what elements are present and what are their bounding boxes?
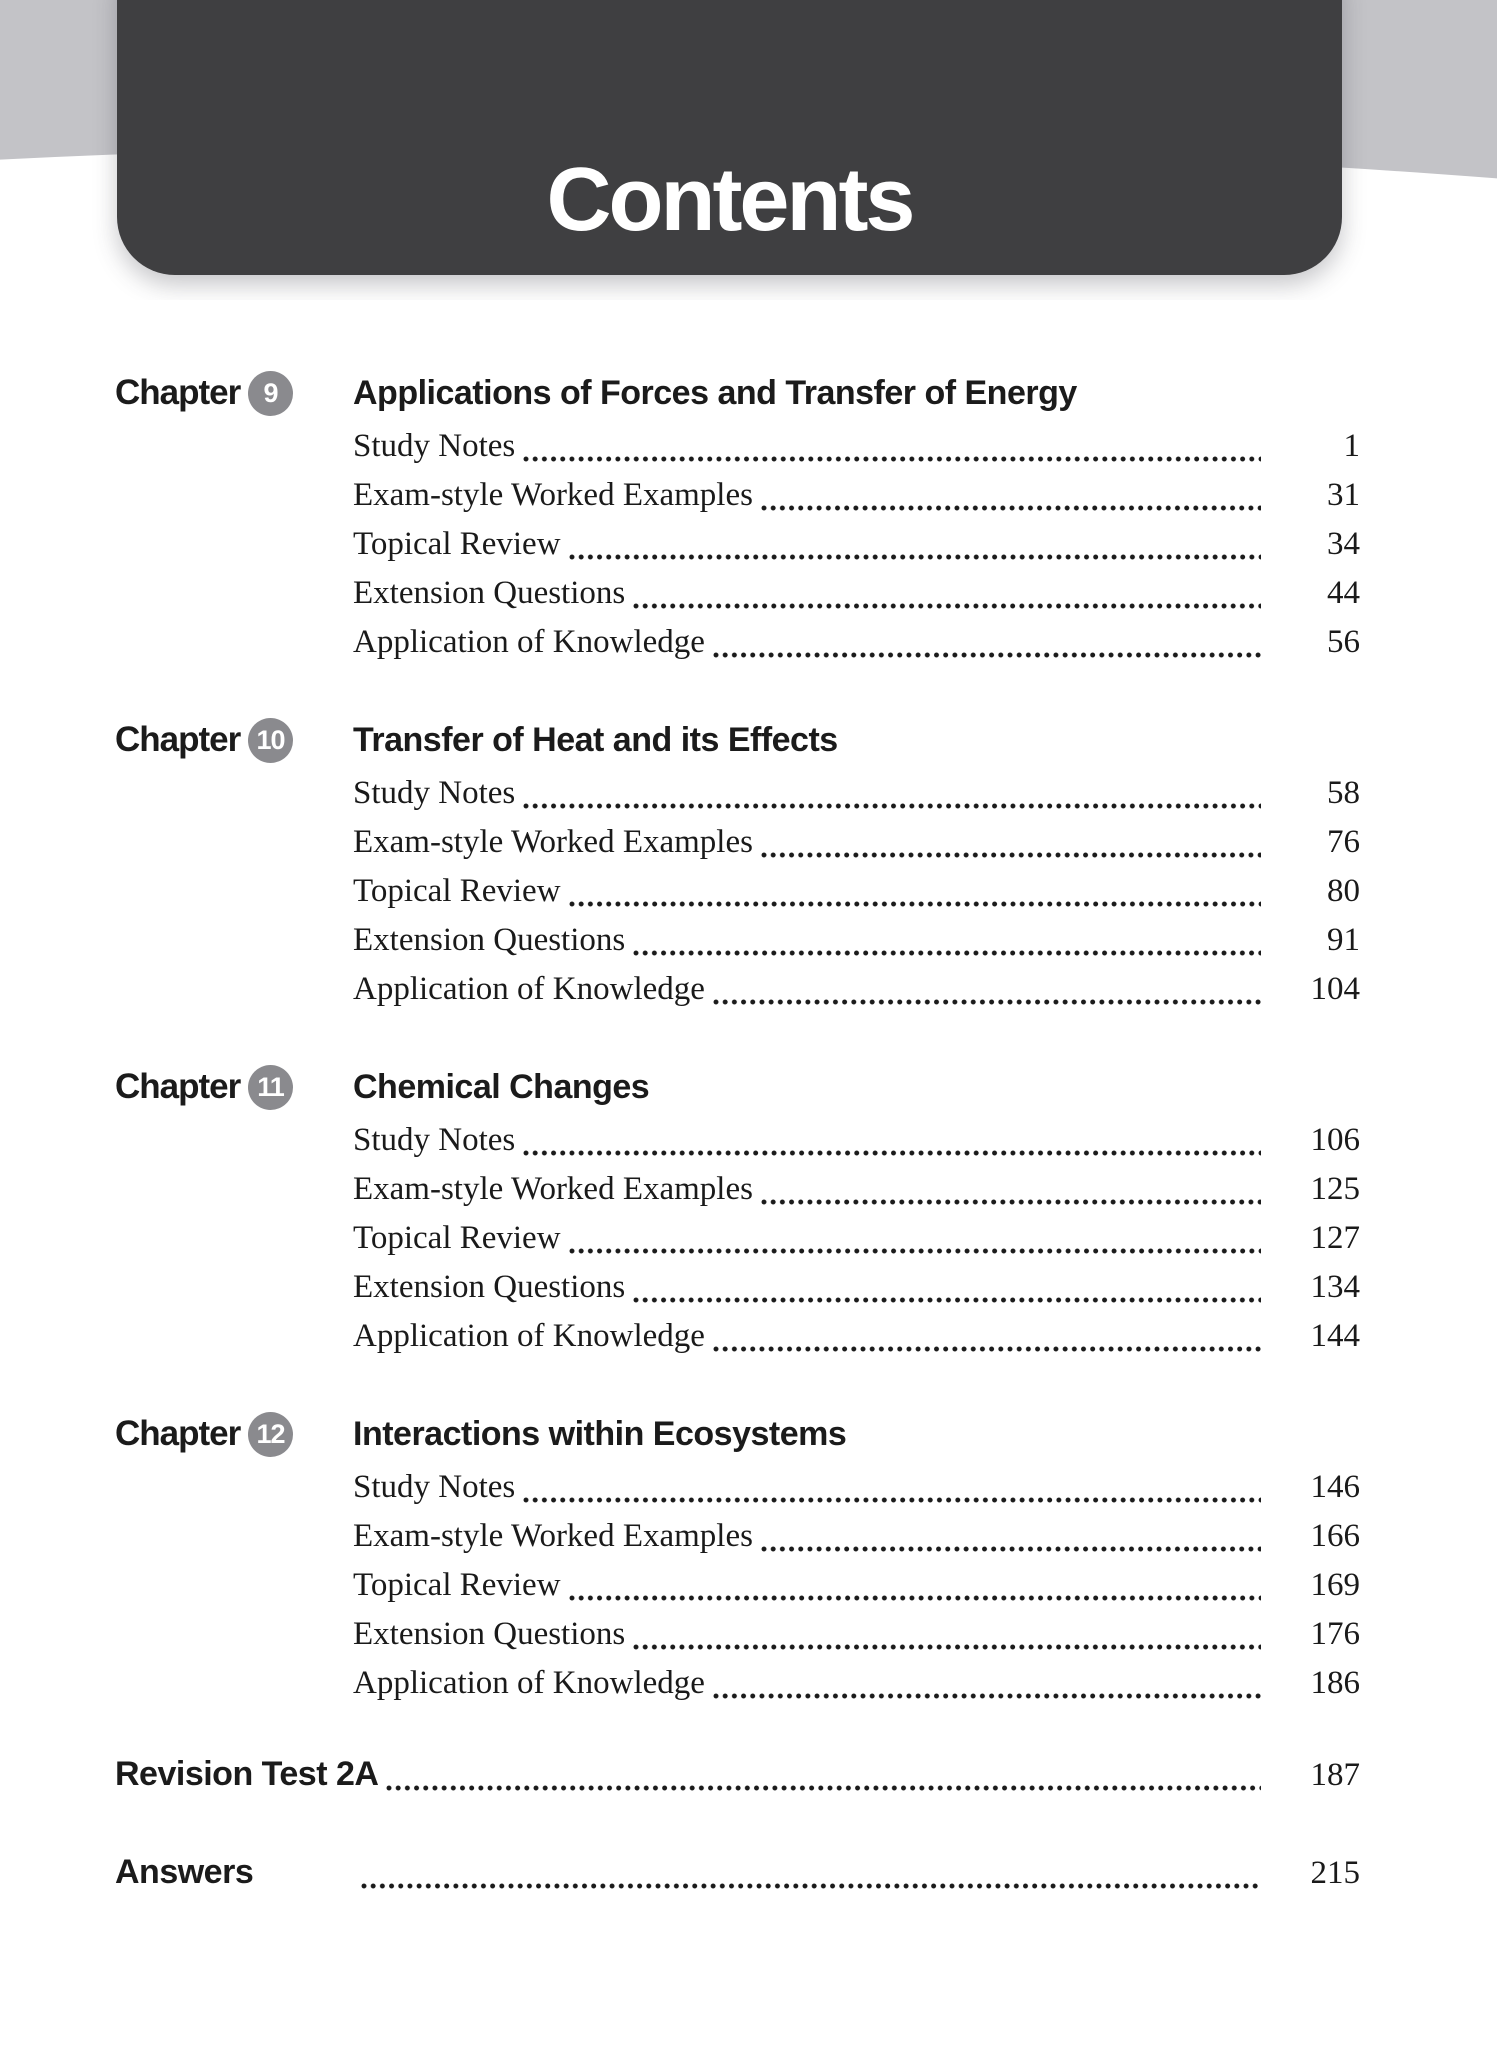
chapter-word: Chapter bbox=[115, 373, 241, 412]
page-number: 186 bbox=[1310, 1665, 1360, 1701]
dot-leader bbox=[633, 603, 1261, 609]
dot-leader bbox=[713, 999, 1261, 1005]
toc-entry-label: Application of Knowledge bbox=[353, 971, 705, 1007]
chapter-section-9 bbox=[115, 370, 1360, 667]
page-number: 1 bbox=[1343, 428, 1360, 464]
toc-entry-label: Study Notes bbox=[353, 1122, 516, 1158]
toc-entry-label: Application of Knowledge bbox=[353, 624, 705, 660]
page-number: 169 bbox=[1310, 1567, 1360, 1603]
dot-leader bbox=[523, 1497, 1261, 1503]
chapter-word: Chapter bbox=[115, 1067, 241, 1106]
chapter-word: Chapter bbox=[115, 1414, 241, 1453]
chapter-entries bbox=[353, 769, 1360, 1014]
toc-list bbox=[0, 300, 1497, 1898]
chapter-heading bbox=[115, 717, 1360, 763]
toc-entry-label: Application of Knowledge bbox=[353, 1318, 705, 1354]
chapter-number-badge: 12 bbox=[248, 1412, 293, 1457]
dot-leader bbox=[569, 1248, 1261, 1254]
toc-entry-label: Topical Review bbox=[353, 526, 561, 562]
chapter-entries bbox=[353, 1116, 1360, 1361]
dot-leader bbox=[761, 1546, 1261, 1552]
dot-leader bbox=[713, 1346, 1261, 1352]
chapter-entries bbox=[353, 1463, 1360, 1708]
page-number: 104 bbox=[1310, 971, 1360, 1007]
chapter-number-badge: 10 bbox=[248, 718, 293, 763]
page-number: 80 bbox=[1327, 873, 1360, 909]
page-number: 106 bbox=[1310, 1122, 1360, 1158]
dot-leader bbox=[713, 652, 1261, 658]
page-number: 144 bbox=[1310, 1318, 1360, 1354]
toc-entry-label: Extension Questions bbox=[353, 575, 626, 611]
page-number: 58 bbox=[1327, 775, 1360, 811]
page-title: Contents bbox=[546, 150, 913, 250]
toc-row bbox=[353, 1263, 1360, 1312]
dot-leader bbox=[569, 1595, 1261, 1601]
chapter-number-badge: 9 bbox=[248, 371, 293, 416]
dot-leader bbox=[569, 901, 1261, 907]
toc-row bbox=[353, 1214, 1360, 1263]
toc-row bbox=[353, 1312, 1360, 1361]
contents-title-box bbox=[117, 0, 1342, 275]
dot-leader bbox=[761, 505, 1261, 511]
toc-row-revision-test bbox=[115, 1750, 1360, 1800]
chapter-title: Transfer of Heat and its Effects bbox=[353, 720, 838, 759]
toc-entry-label: Extension Questions bbox=[353, 1616, 626, 1652]
chapter-heading bbox=[115, 370, 1360, 416]
chapter-section-10 bbox=[115, 717, 1360, 1014]
toc-row bbox=[353, 1165, 1360, 1214]
page-number: 31 bbox=[1327, 477, 1360, 513]
toc-entry-label: Exam-style Worked Examples bbox=[353, 1171, 753, 1207]
toc-entry-label: Exam-style Worked Examples bbox=[353, 824, 753, 860]
toc-row-answers bbox=[115, 1848, 1360, 1898]
toc-row bbox=[353, 818, 1360, 867]
page-number: 127 bbox=[1310, 1220, 1360, 1256]
toc-row bbox=[353, 1463, 1360, 1512]
toc-row bbox=[353, 965, 1360, 1014]
page-number: 166 bbox=[1310, 1518, 1360, 1554]
revision-test-label: Revision Test 2A bbox=[115, 1755, 379, 1793]
page-number: 215 bbox=[1310, 1855, 1360, 1891]
toc-entry-label: Topical Review bbox=[353, 1567, 561, 1603]
dot-leader bbox=[523, 456, 1261, 462]
dot-leader bbox=[633, 1297, 1261, 1303]
header bbox=[0, 0, 1497, 300]
toc-entry-label: Extension Questions bbox=[353, 1269, 626, 1305]
toc-row bbox=[353, 618, 1360, 667]
chapter-heading bbox=[115, 1064, 1360, 1110]
dot-leader bbox=[761, 852, 1261, 858]
page-number: 76 bbox=[1327, 824, 1360, 860]
toc-row bbox=[353, 520, 1360, 569]
toc-row bbox=[353, 1659, 1360, 1708]
dot-leader bbox=[361, 1883, 1261, 1889]
dot-leader bbox=[523, 1150, 1261, 1156]
chapter-number-badge: 11 bbox=[248, 1065, 293, 1110]
toc-entry-label: Application of Knowledge bbox=[353, 1665, 705, 1701]
toc-row bbox=[353, 867, 1360, 916]
toc-entry-label: Topical Review bbox=[353, 1220, 561, 1256]
toc-entry-label: Study Notes bbox=[353, 1469, 516, 1505]
chapter-heading bbox=[115, 1411, 1360, 1457]
dot-leader bbox=[386, 1785, 1261, 1791]
page-number: 91 bbox=[1327, 922, 1360, 958]
answers-label: Answers bbox=[115, 1853, 254, 1891]
toc-row bbox=[353, 1610, 1360, 1659]
toc-row bbox=[353, 1512, 1360, 1561]
page-number: 56 bbox=[1327, 624, 1360, 660]
chapter-title: Applications of Forces and Transfer of Energy bbox=[353, 373, 1077, 412]
page-number: 187 bbox=[1310, 1757, 1360, 1793]
toc-row bbox=[353, 569, 1360, 618]
dot-leader bbox=[761, 1199, 1261, 1205]
chapter-word: Chapter bbox=[115, 720, 241, 759]
page-number: 134 bbox=[1310, 1269, 1360, 1305]
toc-row bbox=[353, 769, 1360, 818]
page-number: 146 bbox=[1310, 1469, 1360, 1505]
page-number: 125 bbox=[1310, 1171, 1360, 1207]
toc-row bbox=[353, 916, 1360, 965]
dot-leader bbox=[713, 1693, 1261, 1699]
dot-leader bbox=[569, 554, 1261, 560]
dot-leader bbox=[523, 803, 1261, 809]
toc-entry-label: Study Notes bbox=[353, 775, 516, 811]
dot-leader bbox=[633, 950, 1261, 956]
toc-entry-label: Exam-style Worked Examples bbox=[353, 477, 753, 513]
toc-entry-label: Extension Questions bbox=[353, 922, 626, 958]
toc-row bbox=[353, 471, 1360, 520]
chapter-entries bbox=[353, 422, 1360, 667]
dot-leader bbox=[633, 1644, 1261, 1650]
toc-row bbox=[353, 1116, 1360, 1165]
chapter-section-11 bbox=[115, 1064, 1360, 1361]
chapter-title: Chemical Changes bbox=[353, 1067, 650, 1106]
toc-entry-label: Exam-style Worked Examples bbox=[353, 1518, 753, 1554]
page-number: 176 bbox=[1310, 1616, 1360, 1652]
chapter-section-12 bbox=[115, 1411, 1360, 1708]
toc-entry-label: Topical Review bbox=[353, 873, 561, 909]
toc-entry-label: Study Notes bbox=[353, 428, 516, 464]
page-number: 44 bbox=[1327, 575, 1360, 611]
chapter-title: Interactions within Ecosystems bbox=[353, 1414, 847, 1453]
page-number: 34 bbox=[1327, 526, 1360, 562]
toc-row bbox=[353, 422, 1360, 471]
toc-row bbox=[353, 1561, 1360, 1610]
